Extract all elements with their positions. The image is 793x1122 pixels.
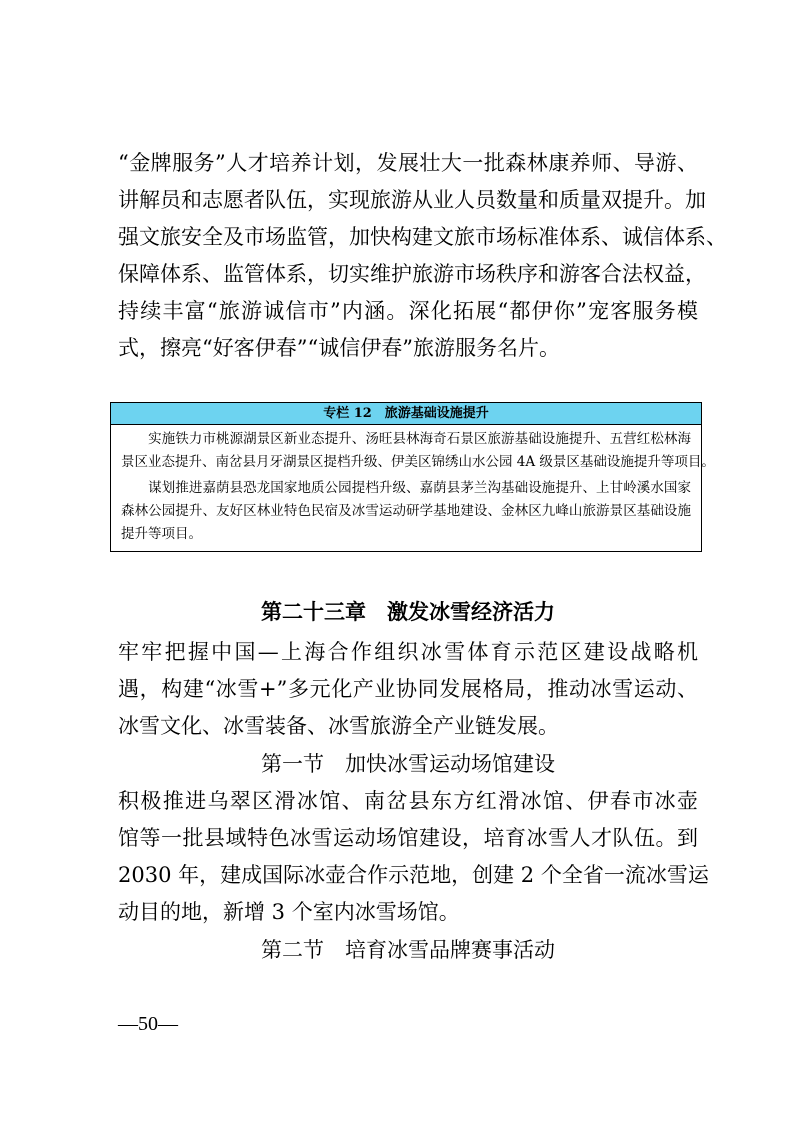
column-box-line: 森林公园提升、友好区林业特色民宿及冰雪运动研学基地建设、金林区九峰山旅游景区基础设施	[121, 503, 691, 519]
chapter-title: 第二十三章 激发冰雪经济活力	[261, 599, 555, 624]
paragraph-line: 冰雪文化、冰雪装备、冰雪旅游全产业链发展。	[118, 714, 559, 738]
paragraph-line: 馆等一批县域特色冰雪运动场馆建设，培育冰雪人才队伍。到	[118, 826, 698, 850]
paragraph-line: 牢牢把握中国—上海合作组织冰雪体育示范区建设战略机	[118, 640, 698, 664]
paragraph-line: 讲解员和志愿者队伍，实现旅游从业人员数量和质量双提升。加	[118, 188, 706, 212]
column-box-line: 景区业态提升、南岔县月牙湖景区提档升级、伊美区锦绣山水公园 4A 级景区基础设施提升等项目。	[121, 454, 715, 470]
paragraph-line: 积极推进乌翠区滑冰馆、南岔县东方红滑冰馆、伊春市冰壶	[118, 789, 698, 813]
paragraph-line: “金牌服务”人才培养计划，发展壮大一批森林康养师、导游、	[118, 151, 698, 175]
paragraph-line: 持续丰富“旅游诚信市”内涵。深化拓展“都伊你”宠客服务模	[118, 299, 698, 323]
paragraph-line: 动目的地，新增 3 个室内冰雪场馆。	[118, 900, 460, 924]
paragraph-line: 保障体系、监管体系，切实维护旅游市场秩序和游客合法权益，	[118, 262, 706, 286]
section-title: 第一节 加快冰雪运动场馆建设	[261, 752, 555, 776]
column-box-line: 提升等项目。	[121, 526, 202, 542]
section-title: 第二节 培育冰雪品牌赛事活动	[261, 938, 555, 962]
paragraph-line: 2030 年，建成国际冰壶合作示范地，创建 2 个全省一流冰雪运	[118, 863, 709, 887]
paragraph-line: 遇，构建“冰雪+”多元化产业协同发展格局，推动冰雪运动、	[118, 677, 698, 701]
column-box	[110, 402, 715, 552]
paragraph-line: 强文旅安全及市场监管，加快构建文旅市场标准体系、诚信体系、	[118, 225, 727, 249]
column-box-line: 实施铁力市桃源湖景区新业态提升、汤旺县林海奇石景区旅游基础设施提升、五营红松林海	[121, 431, 691, 447]
column-box-line: 谋划推进嘉荫县恐龙国家地质公园提档升级、嘉荫县茅兰沟基础设施提升、上甘岭溪水国家	[121, 480, 691, 496]
column-box-title: 专栏 12 旅游基础设施提升	[111, 403, 701, 425]
paragraph-line: 式，擦亮“好客伊春”“诚信伊春”旅游服务名片。	[118, 336, 560, 360]
page-number: —50—	[118, 1013, 178, 1035]
